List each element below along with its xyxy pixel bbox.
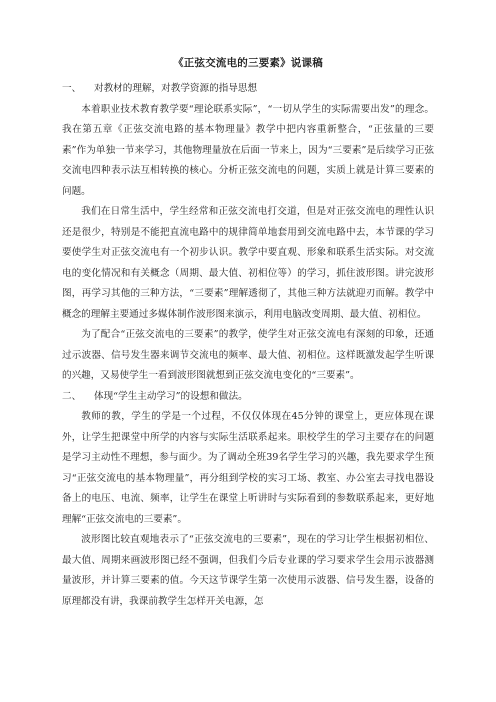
document-body — [62, 79, 434, 612]
section-heading — [62, 79, 434, 100]
section-number: 一、 — [62, 83, 82, 94]
paragraph: 为了配合“正弦交流电的三要素”的教学，使学生对正弦交流电有深刻的印象，还通过示波器、信号发生器来调节交流电的频率、最大值、初相位。这样既激发起学生听课的兴趣，又易使学生一看到波形图就想到正弦交流电变化的“三要素”。 — [62, 329, 434, 381]
section-heading-text: 对教材的理解，对教学资源的指导思想 — [94, 83, 258, 94]
paragraph: 波形图比较直观地表示了“正弦交流电的三要素”，现在的学习让学生根据初相位、最大值、周期来画波形图已经不强调，但我们今后专业课的学习要求学生会用示波器测量波形，并计算三要素的值。今天这节课学生第一次使用示波器、信号发生器，设备的原理都没有讲，我课前教学生怎样开关电源，怎 — [62, 534, 434, 607]
paragraph: 我们在日常生活中，学生经常和正弦交流电打交道，但是对正弦交流电的理性认识还是很少，特别是不能把直流电路中的规律简单地套用到交流电路中去，本节课的学习要使学生对正弦交流电有一个初步认识。教学中要直观、形象和联系生活实际。对交流电的变化情况和有关概念（周期、最大值、初相位等）的学习，抓住波形图。讲完波形图，再学习其他的三种方法，“三要素”理解透彻了，其他三种方法就迎刃而解。教学中概念的理解主要通过多媒体制作波形图来演示，利用电脑改变周期、最大值、初相位。 — [62, 206, 434, 320]
section-number: 二、 — [62, 390, 82, 402]
document-title: 《正弦交流电的三要素》说课稿 — [173, 57, 323, 69]
paragraph: 教师的教，学生的学是一个过程，不仅仅体现在45分钟的课堂上，更应体现在课外，让学生把课堂中所学的内容与实际生活联系起来。职校学生的学习主要存在的问题是学习主动性不理想，参与面少。为了调动全班39名学生学习的兴趣，我先要求学生预习“正弦交流电的基本物理量”，再分组到学校的实习工场、教室、办公室去寻找电器设备上的电压、电流、频率，让学生在课堂上听讲时与实际看到的参数联系起来，更好地理解“正弦交流电的三要素”。 — [62, 411, 434, 525]
section-heading — [62, 387, 434, 408]
paragraph: 本着职业技术教育教学要“理论联系实际”，“一切从学生的实际需要出发”的理念。我在第五章《正弦交流电路的基本物理量》教学中把内容重新整合，“正弦量的三要素”作为单独一节来学习，其他物理量放在后面一节来上，因为“三要素”是后续学习正弦交流电四种表示法互相转换的核心。分析正弦交流电的问题，实质上就是计算三要素的问题。 — [62, 103, 434, 197]
section-heading-text: 体现“学生主动学习”的设想和做法。 — [94, 390, 248, 402]
